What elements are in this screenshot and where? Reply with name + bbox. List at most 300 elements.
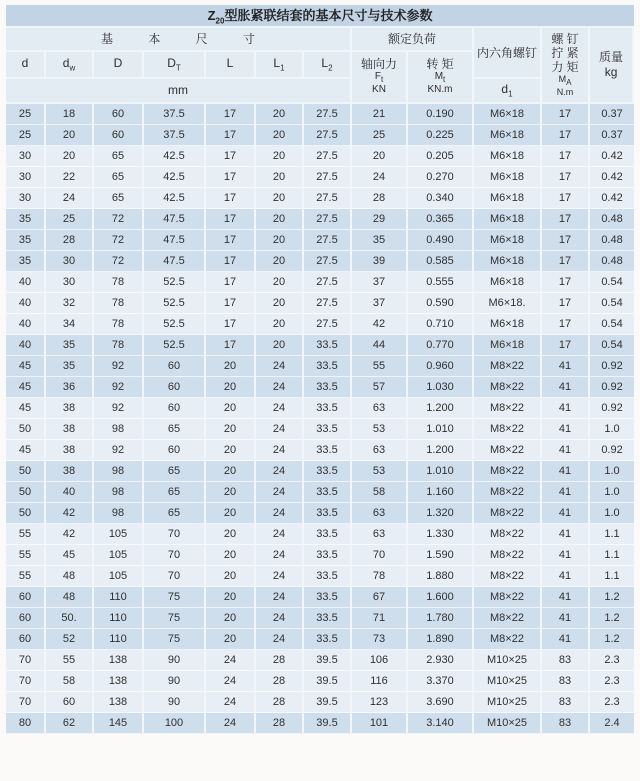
- cell: 17: [206, 188, 256, 209]
- table-row: [6, 650, 634, 671]
- cell: 65: [94, 167, 144, 188]
- cell: 42: [46, 524, 94, 545]
- cell: 80: [6, 713, 46, 734]
- cell: 35: [46, 356, 94, 377]
- cell: 70: [6, 650, 46, 671]
- cell: 17: [542, 167, 590, 188]
- cell: 116: [352, 671, 408, 692]
- cell: 0.225: [408, 125, 474, 146]
- col-header-d1: $d_1$: [474, 79, 542, 104]
- cell: 28: [46, 230, 94, 251]
- cell: 20: [256, 314, 304, 335]
- cell: 92: [94, 398, 144, 419]
- cell: 98: [94, 461, 144, 482]
- cell: 138: [94, 692, 144, 713]
- cell: 92: [94, 356, 144, 377]
- cell: 0.585: [408, 251, 474, 272]
- cell: 83: [542, 650, 590, 671]
- cell: 90: [144, 692, 206, 713]
- cell: 33.5: [304, 503, 352, 524]
- cell: 41: [542, 524, 590, 545]
- cell: 2.930: [408, 650, 474, 671]
- cell: 78: [94, 314, 144, 335]
- cell: 110: [94, 629, 144, 650]
- cell: 41: [542, 398, 590, 419]
- cell: 27.5: [304, 125, 352, 146]
- cell: 78: [94, 293, 144, 314]
- cell: 20: [206, 608, 256, 629]
- cell: 1.010: [408, 461, 474, 482]
- cell: 17: [206, 335, 256, 356]
- cell: 1.890: [408, 629, 474, 650]
- cell: 63: [352, 524, 408, 545]
- col-header-L2: $L_2$: [304, 52, 352, 79]
- cell: 20: [256, 293, 304, 314]
- cell: 47.5: [144, 230, 206, 251]
- cell: 37.5: [144, 104, 206, 125]
- cell: 90: [144, 650, 206, 671]
- mass-label: 质量: [599, 50, 624, 65]
- cell: 1.590: [408, 545, 474, 566]
- table-row: [6, 629, 634, 650]
- cell: M10×25: [474, 692, 542, 713]
- cell: 20: [206, 545, 256, 566]
- cell: 30: [46, 251, 94, 272]
- table-row: [6, 272, 634, 293]
- cell: 1.0: [590, 482, 634, 503]
- cell: 1.010: [408, 419, 474, 440]
- cell: M8×22: [474, 440, 542, 461]
- cell: 17: [542, 272, 590, 293]
- cell: 25: [352, 125, 408, 146]
- cell: 47.5: [144, 209, 206, 230]
- cell: 101: [352, 713, 408, 734]
- table-title: $Z_{20}$型胀紧联结套的基本尺寸与技术参数: [6, 5, 634, 28]
- cell: 27.5: [304, 251, 352, 272]
- cell: 28: [256, 650, 304, 671]
- cell: 30: [6, 188, 46, 209]
- cell: M8×22: [474, 461, 542, 482]
- cell: 20: [206, 398, 256, 419]
- cell: 20: [206, 461, 256, 482]
- cell: 38: [46, 461, 94, 482]
- cell: 17: [542, 125, 590, 146]
- cell: 27.5: [304, 104, 352, 125]
- cell: 17: [542, 293, 590, 314]
- cell: 20: [256, 209, 304, 230]
- table-row: [6, 251, 634, 272]
- cell: 25: [46, 209, 94, 230]
- cell: 17: [542, 335, 590, 356]
- cell: 0.92: [590, 356, 634, 377]
- cell: 67: [352, 587, 408, 608]
- cell: 110: [94, 587, 144, 608]
- cell: 63: [352, 503, 408, 524]
- group-header-rated-load: 额定负荷: [352, 28, 474, 52]
- cell: 24: [256, 524, 304, 545]
- cell: 39.5: [304, 650, 352, 671]
- cell: M8×22: [474, 566, 542, 587]
- cell: 17: [542, 251, 590, 272]
- table-row: [6, 713, 634, 734]
- cell: 92: [94, 377, 144, 398]
- tighten-label-line1: 螺 钉: [551, 31, 579, 46]
- cell: 57: [352, 377, 408, 398]
- cell: 1.0: [590, 461, 634, 482]
- cell: 27.5: [304, 146, 352, 167]
- cell: 24: [256, 377, 304, 398]
- cell: 71: [352, 608, 408, 629]
- table-row: [6, 125, 634, 146]
- cell: 17: [542, 104, 590, 125]
- cell: 78: [94, 272, 144, 293]
- cell: M8×22: [474, 482, 542, 503]
- mass-unit: kg: [604, 64, 618, 79]
- cell: 0.960: [408, 356, 474, 377]
- cell: 70: [144, 566, 206, 587]
- cell: 70: [6, 692, 46, 713]
- cell: 17: [206, 272, 256, 293]
- cell: 45: [6, 398, 46, 419]
- table-row: [6, 293, 634, 314]
- table-row: [6, 314, 634, 335]
- cell: 92: [94, 440, 144, 461]
- cell: 27.5: [304, 167, 352, 188]
- cell: M10×25: [474, 650, 542, 671]
- cell: 20: [256, 251, 304, 272]
- cell: 0.92: [590, 440, 634, 461]
- cell: 41: [542, 566, 590, 587]
- cell: 22: [46, 167, 94, 188]
- cell: 50: [6, 503, 46, 524]
- cell: 60: [6, 608, 46, 629]
- col-header-d: d: [6, 52, 46, 79]
- cell: 52.5: [144, 293, 206, 314]
- cell: 27.5: [304, 272, 352, 293]
- cell: 24: [256, 419, 304, 440]
- cell: 27.5: [304, 293, 352, 314]
- cell: M6×18: [474, 209, 542, 230]
- cell: 48: [46, 587, 94, 608]
- cell: 65: [94, 188, 144, 209]
- cell: 58: [352, 482, 408, 503]
- cell: 65: [144, 482, 206, 503]
- cell: 32: [46, 293, 94, 314]
- torque-unit: KN.m: [427, 84, 453, 96]
- cell: 24: [256, 608, 304, 629]
- table-row: [6, 356, 634, 377]
- table-row: [6, 419, 634, 440]
- table-row: [6, 587, 634, 608]
- cell: M8×22: [474, 419, 542, 440]
- cell: 98: [94, 482, 144, 503]
- cell: 24: [256, 587, 304, 608]
- cell: M6×18: [474, 314, 542, 335]
- cell: 45: [6, 377, 46, 398]
- cell: 55: [352, 356, 408, 377]
- cell: 110: [94, 608, 144, 629]
- cell: 60: [94, 125, 144, 146]
- cell: M8×22: [474, 524, 542, 545]
- cell: 20: [256, 146, 304, 167]
- cell: 55: [6, 524, 46, 545]
- table-row: [6, 230, 634, 251]
- cell: 40: [6, 272, 46, 293]
- table-row: [6, 146, 634, 167]
- cell: 25: [6, 125, 46, 146]
- cell: 145: [94, 713, 144, 734]
- col-header-dw: $d_w$: [46, 52, 94, 79]
- cell: 3.370: [408, 671, 474, 692]
- cell: 20: [206, 629, 256, 650]
- cell: 35: [46, 335, 94, 356]
- cell: 83: [542, 713, 590, 734]
- cell: 70: [352, 545, 408, 566]
- cell: 78: [352, 566, 408, 587]
- cell: M10×25: [474, 713, 542, 734]
- cell: 63: [352, 398, 408, 419]
- cell: 1.160: [408, 482, 474, 503]
- cell: 30: [6, 167, 46, 188]
- cell: 90: [144, 671, 206, 692]
- cell: 0.270: [408, 167, 474, 188]
- cell: 63: [352, 440, 408, 461]
- cell: 20: [206, 503, 256, 524]
- cell: 42: [352, 314, 408, 335]
- table-row: [6, 398, 634, 419]
- tighten-symbol: $M_A$: [558, 74, 572, 87]
- table-row: [6, 482, 634, 503]
- cell: 24: [256, 503, 304, 524]
- cell: M6×18: [474, 146, 542, 167]
- table-row: [6, 503, 634, 524]
- cell: 27.5: [304, 209, 352, 230]
- cell: 0.54: [590, 314, 634, 335]
- cell: 20: [256, 230, 304, 251]
- cell: 65: [144, 503, 206, 524]
- basic-dimensions-unit: mm: [6, 79, 352, 104]
- axial-label: 轴向力: [360, 57, 397, 72]
- cell: 17: [206, 314, 256, 335]
- cell: 17: [206, 230, 256, 251]
- cell: 105: [94, 545, 144, 566]
- cell: 52.5: [144, 314, 206, 335]
- cell: 33.5: [304, 356, 352, 377]
- cell: 29: [352, 209, 408, 230]
- cell: 65: [144, 419, 206, 440]
- cell: 35: [6, 209, 46, 230]
- cell: 0.48: [590, 251, 634, 272]
- axial-symbol: $F_t$: [374, 71, 384, 85]
- cell: 2.3: [590, 650, 634, 671]
- cell: 3.690: [408, 692, 474, 713]
- cell: 33.5: [304, 629, 352, 650]
- cell: 17: [206, 251, 256, 272]
- cell: 0.340: [408, 188, 474, 209]
- cell: 35: [352, 230, 408, 251]
- cell: 20: [256, 104, 304, 125]
- cell: 52.5: [144, 272, 206, 293]
- cell: 60: [144, 356, 206, 377]
- cell: M8×22: [474, 398, 542, 419]
- cell: 20: [206, 587, 256, 608]
- cell: 0.710: [408, 314, 474, 335]
- cell: 17: [206, 293, 256, 314]
- cell: 138: [94, 650, 144, 671]
- cell: 24: [206, 650, 256, 671]
- cell: 1.2: [590, 629, 634, 650]
- cell: M6×18: [474, 251, 542, 272]
- cell: 41: [542, 629, 590, 650]
- cell: 30: [46, 272, 94, 293]
- cell: M8×22: [474, 545, 542, 566]
- cell: 41: [542, 461, 590, 482]
- cell: 20: [206, 524, 256, 545]
- cell: 17: [542, 146, 590, 167]
- table-row: [6, 608, 634, 629]
- cell: 55: [46, 650, 94, 671]
- cell: M6×18: [474, 335, 542, 356]
- cell: 20: [206, 482, 256, 503]
- cell: 75: [144, 608, 206, 629]
- table-row: [6, 461, 634, 482]
- cell: 33.5: [304, 461, 352, 482]
- cell: 38: [46, 419, 94, 440]
- cell: 17: [206, 167, 256, 188]
- col-header-L: L: [206, 52, 256, 79]
- axial-unit: KN: [372, 84, 386, 96]
- cell: 24: [256, 629, 304, 650]
- col-header-axial-force: [352, 52, 408, 104]
- col-header-L1: $L_1$: [256, 52, 304, 79]
- cell: 33.5: [304, 608, 352, 629]
- cell: 60: [94, 104, 144, 125]
- cell: 123: [352, 692, 408, 713]
- tighten-unit: N.m: [556, 86, 574, 97]
- cell: M6×18: [474, 230, 542, 251]
- cell: 35: [6, 230, 46, 251]
- cell: 1.200: [408, 440, 474, 461]
- cell: 41: [542, 482, 590, 503]
- cell: 39.5: [304, 713, 352, 734]
- cell: 40: [6, 293, 46, 314]
- cell: 0.555: [408, 272, 474, 293]
- cell: 75: [144, 629, 206, 650]
- cell: 52: [46, 629, 94, 650]
- cell: 38: [46, 398, 94, 419]
- cell: 33.5: [304, 377, 352, 398]
- cell: 0.92: [590, 398, 634, 419]
- cell: M10×25: [474, 671, 542, 692]
- cell: 33.5: [304, 335, 352, 356]
- cell: 41: [542, 587, 590, 608]
- cell: 0.37: [590, 125, 634, 146]
- cell: 20: [206, 377, 256, 398]
- cell: 72: [94, 230, 144, 251]
- cell: 27.5: [304, 188, 352, 209]
- cell: 40: [6, 314, 46, 335]
- cell: 20: [256, 167, 304, 188]
- cell: 25: [6, 104, 46, 125]
- cell: 27.5: [304, 314, 352, 335]
- cell: 75: [144, 587, 206, 608]
- cell: 0.54: [590, 335, 634, 356]
- cell: 60: [144, 440, 206, 461]
- cell: 17: [542, 209, 590, 230]
- cell: 1.320: [408, 503, 474, 524]
- cell: 24: [256, 356, 304, 377]
- cell: 45: [46, 545, 94, 566]
- cell: 37: [352, 272, 408, 293]
- cell: 20: [46, 125, 94, 146]
- cell: 42.5: [144, 167, 206, 188]
- cell: 0.48: [590, 209, 634, 230]
- cell: 33.5: [304, 587, 352, 608]
- cell: 0.365: [408, 209, 474, 230]
- cell: 45: [6, 356, 46, 377]
- table-row: [6, 377, 634, 398]
- cell: 21: [352, 104, 408, 125]
- table-row: [6, 209, 634, 230]
- cell: 41: [542, 545, 590, 566]
- tighten-label-line2: 拧 紧: [551, 45, 579, 60]
- table-row: [6, 692, 634, 713]
- cell: M6×18: [474, 167, 542, 188]
- cell: 18: [46, 104, 94, 125]
- cell: 24: [256, 566, 304, 587]
- cell: 33.5: [304, 398, 352, 419]
- cell: 33.5: [304, 482, 352, 503]
- cell: 1.780: [408, 608, 474, 629]
- cell: 2.4: [590, 713, 634, 734]
- cell: 1.030: [408, 377, 474, 398]
- cell: 50: [6, 461, 46, 482]
- cell: 17: [206, 125, 256, 146]
- table-row: [6, 167, 634, 188]
- cell: 33.5: [304, 440, 352, 461]
- cell: 30: [6, 146, 46, 167]
- cell: 1.330: [408, 524, 474, 545]
- cell: 60: [6, 629, 46, 650]
- cell: 33.5: [304, 545, 352, 566]
- cell: 20: [256, 188, 304, 209]
- cell: 0.770: [408, 335, 474, 356]
- cell: 65: [144, 461, 206, 482]
- cell: 20: [256, 335, 304, 356]
- col-header-DT: $D_T$: [144, 52, 206, 79]
- col-header-tightening-torque: [542, 28, 590, 104]
- cell: 24: [206, 692, 256, 713]
- cell: 83: [542, 671, 590, 692]
- cell: 24: [256, 440, 304, 461]
- cell: 20: [206, 419, 256, 440]
- col-header-mass: [590, 28, 634, 104]
- cell: 65: [94, 146, 144, 167]
- cell: 0.48: [590, 230, 634, 251]
- spec-table: [6, 5, 634, 734]
- cell: 24: [206, 713, 256, 734]
- cell: 40: [6, 335, 46, 356]
- cell: 1.1: [590, 524, 634, 545]
- cell: 60: [144, 377, 206, 398]
- cell: 70: [6, 671, 46, 692]
- cell: 33.5: [304, 524, 352, 545]
- cell: M8×22: [474, 587, 542, 608]
- cell: 20: [206, 356, 256, 377]
- cell: 0.92: [590, 377, 634, 398]
- cell: 28: [256, 692, 304, 713]
- cell: 2.3: [590, 692, 634, 713]
